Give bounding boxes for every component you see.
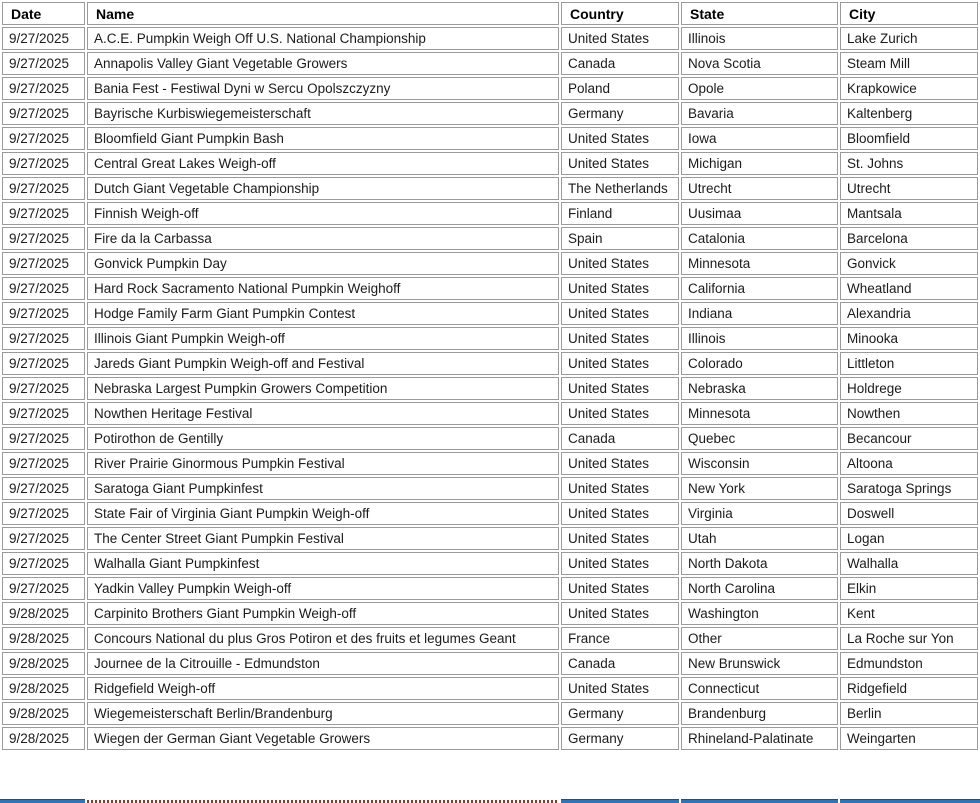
cell-state[interactable]: New Brunswick — [681, 652, 838, 675]
cell-country[interactable]: United States — [561, 127, 679, 150]
cell-date[interactable]: 9/27/2025 — [2, 177, 85, 200]
cell-date[interactable]: 9/27/2025 — [2, 52, 85, 75]
cell-city[interactable]: Bloomfield — [840, 127, 978, 150]
cell-state[interactable]: Brandenburg — [681, 702, 838, 725]
cell-name[interactable]: Saratoga Giant Pumpkinfest — [87, 477, 559, 500]
cell-state[interactable]: Washington — [681, 602, 838, 625]
cell-state[interactable]: North Dakota — [681, 552, 838, 575]
cell-state[interactable]: Bavaria — [681, 102, 838, 125]
cell-country[interactable]: Canada — [561, 52, 679, 75]
cell-state[interactable]: Opole — [681, 77, 838, 100]
cell-country[interactable]: United States — [561, 477, 679, 500]
column-header-country[interactable]: Country — [561, 2, 679, 25]
cell-state[interactable]: Other — [681, 627, 838, 650]
cell-date[interactable]: 9/27/2025 — [2, 152, 85, 175]
table-row — [2, 127, 978, 150]
cell-date[interactable]: 9/27/2025 — [2, 427, 85, 450]
cell-state[interactable]: Illinois — [681, 327, 838, 350]
cell-name[interactable]: The Center Street Giant Pumpkin Festival — [87, 527, 559, 550]
bottom-boundary-state-segment — [681, 799, 838, 803]
cell-city[interactable]: Doswell — [840, 502, 978, 525]
table-row — [2, 252, 978, 275]
cell-name[interactable]: Walhalla Giant Pumpkinfest — [87, 552, 559, 575]
cell-date[interactable]: 9/27/2025 — [2, 327, 85, 350]
column-header-state[interactable]: State — [681, 2, 838, 25]
cell-date[interactable]: 9/27/2025 — [2, 502, 85, 525]
cell-date[interactable]: 9/27/2025 — [2, 352, 85, 375]
table-row — [2, 577, 978, 600]
cell-state[interactable]: Catalonia — [681, 227, 838, 250]
table-row — [2, 77, 978, 100]
table-row — [2, 27, 978, 50]
cell-country[interactable]: Canada — [561, 652, 679, 675]
cell-name[interactable]: Bania Fest - Festiwal Dyni w Sercu Opolszczyzny — [87, 77, 559, 100]
table-row — [2, 702, 978, 725]
cell-state[interactable]: Utrecht — [681, 177, 838, 200]
column-header-city[interactable]: City — [840, 2, 978, 25]
cell-country[interactable]: Germany — [561, 727, 679, 750]
cell-city[interactable]: Holdrege — [840, 377, 978, 400]
cell-city[interactable]: Weingarten — [840, 727, 978, 750]
table-row — [2, 477, 978, 500]
table-row — [2, 327, 978, 350]
column-header-date[interactable]: Date — [2, 2, 85, 25]
cell-country[interactable]: United States — [561, 552, 679, 575]
bottom-boundary-city-segment — [840, 799, 980, 803]
table-row — [2, 502, 978, 525]
cell-name[interactable]: Carpinito Brothers Giant Pumpkin Weigh-off — [87, 602, 559, 625]
cell-city[interactable]: Walhalla — [840, 552, 978, 575]
cell-name[interactable]: A.C.E. Pumpkin Weigh Off U.S. National Championship — [87, 27, 559, 50]
cell-name[interactable]: Bloomfield Giant Pumpkin Bash — [87, 127, 559, 150]
bottom-boundary-date-segment — [0, 799, 85, 803]
cell-date[interactable]: 9/28/2025 — [2, 652, 85, 675]
cell-country[interactable]: The Netherlands — [561, 177, 679, 200]
cell-state[interactable]: Wisconsin — [681, 452, 838, 475]
cell-name[interactable]: Nowthen Heritage Festival — [87, 402, 559, 425]
cell-city[interactable]: Barcelona — [840, 227, 978, 250]
column-header-name[interactable]: Name — [87, 2, 559, 25]
cell-city[interactable]: Elkin — [840, 577, 978, 600]
cell-name[interactable]: River Prairie Ginormous Pumpkin Festival — [87, 452, 559, 475]
cell-country[interactable]: Germany — [561, 102, 679, 125]
cell-state[interactable]: California — [681, 277, 838, 300]
cell-name[interactable]: Journee de la Citrouille - Edmundston — [87, 652, 559, 675]
cell-city[interactable]: Kent — [840, 602, 978, 625]
cell-name[interactable]: Hodge Family Farm Giant Pumpkin Contest — [87, 302, 559, 325]
cell-name[interactable]: Annapolis Valley Giant Vegetable Growers — [87, 52, 559, 75]
table-row — [2, 627, 978, 650]
table-row — [2, 52, 978, 75]
table-bottom-boundary — [0, 798, 980, 803]
cell-state[interactable]: Connecticut — [681, 677, 838, 700]
table-row — [2, 377, 978, 400]
cell-name[interactable]: Jareds Giant Pumpkin Weigh-off and Festival — [87, 352, 559, 375]
cell-city[interactable]: Ridgefield — [840, 677, 978, 700]
table-header — [2, 2, 978, 25]
cell-state[interactable]: Utah — [681, 527, 838, 550]
cell-city[interactable]: Alexandria — [840, 302, 978, 325]
cell-city[interactable]: Mantsala — [840, 202, 978, 225]
table-row — [2, 602, 978, 625]
cell-country[interactable]: United States — [561, 502, 679, 525]
table-row — [2, 202, 978, 225]
cell-country[interactable]: United States — [561, 377, 679, 400]
cell-date[interactable]: 9/27/2025 — [2, 552, 85, 575]
cell-name[interactable]: Concours National du plus Gros Potiron et des fruits et legumes Geant — [87, 627, 559, 650]
cell-date[interactable]: 9/28/2025 — [2, 627, 85, 650]
table-row — [2, 527, 978, 550]
cell-city[interactable]: Berlin — [840, 702, 978, 725]
cell-city[interactable]: Utrecht — [840, 177, 978, 200]
cell-name[interactable]: Central Great Lakes Weigh-off — [87, 152, 559, 175]
cell-state[interactable]: Nova Scotia — [681, 52, 838, 75]
table-row — [2, 227, 978, 250]
cell-city[interactable]: Altoona — [840, 452, 978, 475]
cell-country[interactable]: United States — [561, 252, 679, 275]
cell-date[interactable]: 9/27/2025 — [2, 377, 85, 400]
table-body — [2, 27, 978, 750]
cell-state[interactable]: Illinois — [681, 27, 838, 50]
cell-date[interactable]: 9/27/2025 — [2, 202, 85, 225]
cell-date[interactable]: 9/28/2025 — [2, 727, 85, 750]
cell-name[interactable]: State Fair of Virginia Giant Pumpkin Weigh-off — [87, 502, 559, 525]
cell-city[interactable]: Krapkowice — [840, 77, 978, 100]
cell-country[interactable]: United States — [561, 402, 679, 425]
cell-date[interactable]: 9/27/2025 — [2, 252, 85, 275]
cell-state[interactable]: Indiana — [681, 302, 838, 325]
cell-city[interactable]: Becancour — [840, 427, 978, 450]
cell-city[interactable]: Logan — [840, 527, 978, 550]
cell-country[interactable]: Spain — [561, 227, 679, 250]
cell-city[interactable]: Lake Zurich — [840, 27, 978, 50]
table-row — [2, 452, 978, 475]
cell-state[interactable]: Nebraska — [681, 377, 838, 400]
cell-state[interactable]: Iowa — [681, 127, 838, 150]
cell-country[interactable]: United States — [561, 352, 679, 375]
cell-city[interactable]: Nowthen — [840, 402, 978, 425]
cell-date[interactable]: 9/27/2025 — [2, 452, 85, 475]
cell-date[interactable]: 9/27/2025 — [2, 402, 85, 425]
cell-date[interactable]: 9/28/2025 — [2, 677, 85, 700]
cell-state[interactable]: Quebec — [681, 427, 838, 450]
cell-date[interactable]: 9/27/2025 — [2, 127, 85, 150]
cell-state[interactable]: Colorado — [681, 352, 838, 375]
cell-country[interactable]: United States — [561, 677, 679, 700]
table-row — [2, 402, 978, 425]
cell-name[interactable]: Potirothon de Gentilly — [87, 427, 559, 450]
cell-date[interactable]: 9/27/2025 — [2, 277, 85, 300]
cell-name[interactable]: Wiegemeisterschaft Berlin/Brandenburg — [87, 702, 559, 725]
cell-state[interactable]: New York — [681, 477, 838, 500]
cell-country[interactable]: United States — [561, 527, 679, 550]
cell-country[interactable]: Poland — [561, 77, 679, 100]
cell-name[interactable]: Illinois Giant Pumpkin Weigh-off — [87, 327, 559, 350]
cell-name[interactable]: Fire da la Carbassa — [87, 227, 559, 250]
cell-state[interactable]: Michigan — [681, 152, 838, 175]
cell-name[interactable]: Dutch Giant Vegetable Championship — [87, 177, 559, 200]
cell-date[interactable]: 9/27/2025 — [2, 302, 85, 325]
cell-name[interactable]: Bayrische Kurbiswiegemeisterschaft — [87, 102, 559, 125]
table-row — [2, 352, 978, 375]
table-row — [2, 652, 978, 675]
bottom-boundary-country-segment — [561, 799, 679, 803]
header-row — [2, 2, 978, 25]
cell-city[interactable]: St. Johns — [840, 152, 978, 175]
cell-country[interactable]: United States — [561, 577, 679, 600]
cell-country[interactable]: Germany — [561, 702, 679, 725]
cell-name[interactable]: Hard Rock Sacramento National Pumpkin Weighoff — [87, 277, 559, 300]
cell-name[interactable]: Ridgefield Weigh-off — [87, 677, 559, 700]
cell-date[interactable]: 9/27/2025 — [2, 227, 85, 250]
table-row — [2, 302, 978, 325]
cell-name[interactable]: Finnish Weigh-off — [87, 202, 559, 225]
cell-country[interactable]: Finland — [561, 202, 679, 225]
cell-country[interactable]: United States — [561, 602, 679, 625]
cell-state[interactable]: Virginia — [681, 502, 838, 525]
cell-state[interactable]: Minnesota — [681, 252, 838, 275]
cell-country[interactable]: United States — [561, 152, 679, 175]
cell-city[interactable]: Kaltenberg — [840, 102, 978, 125]
cell-date[interactable]: 9/27/2025 — [2, 77, 85, 100]
cell-country[interactable]: United States — [561, 27, 679, 50]
cell-city[interactable]: Gonvick — [840, 252, 978, 275]
cell-name[interactable]: Wiegen der German Giant Vegetable Growers — [87, 727, 559, 750]
cell-date[interactable]: 9/28/2025 — [2, 702, 85, 725]
table-row — [2, 102, 978, 125]
cell-city[interactable]: Steam Mill — [840, 52, 978, 75]
cell-date[interactable]: 9/27/2025 — [2, 527, 85, 550]
cell-city[interactable]: Saratoga Springs — [840, 477, 978, 500]
table-row — [2, 727, 978, 750]
table-row — [2, 552, 978, 575]
cell-date[interactable]: 9/27/2025 — [2, 477, 85, 500]
cell-state[interactable]: Minnesota — [681, 402, 838, 425]
cell-name[interactable]: Nebraska Largest Pumpkin Growers Competition — [87, 377, 559, 400]
cell-city[interactable]: Minooka — [840, 327, 978, 350]
cell-country[interactable]: France — [561, 627, 679, 650]
cell-city[interactable]: La Roche sur Yon — [840, 627, 978, 650]
cell-city[interactable]: Littleton — [840, 352, 978, 375]
cell-name[interactable]: Gonvick Pumpkin Day — [87, 252, 559, 275]
cell-country[interactable]: United States — [561, 452, 679, 475]
cell-date[interactable]: 9/27/2025 — [2, 102, 85, 125]
cell-state[interactable]: Uusimaa — [681, 202, 838, 225]
cell-date[interactable]: 9/27/2025 — [2, 577, 85, 600]
cell-state[interactable]: North Carolina — [681, 577, 838, 600]
cell-country[interactable]: United States — [561, 277, 679, 300]
cell-name[interactable]: Yadkin Valley Pumpkin Weigh-off — [87, 577, 559, 600]
cell-country[interactable]: Canada — [561, 427, 679, 450]
cell-date[interactable]: 9/27/2025 — [2, 27, 85, 50]
cell-date[interactable]: 9/28/2025 — [2, 602, 85, 625]
table-row — [2, 677, 978, 700]
table-row — [2, 152, 978, 175]
cell-city[interactable]: Edmundston — [840, 652, 978, 675]
cell-country[interactable]: United States — [561, 327, 679, 350]
cell-city[interactable]: Wheatland — [840, 277, 978, 300]
cell-state[interactable]: Rhineland-Palatinate — [681, 727, 838, 750]
table-row — [2, 277, 978, 300]
table-row — [2, 177, 978, 200]
table-row — [2, 427, 978, 450]
cell-country[interactable]: United States — [561, 302, 679, 325]
